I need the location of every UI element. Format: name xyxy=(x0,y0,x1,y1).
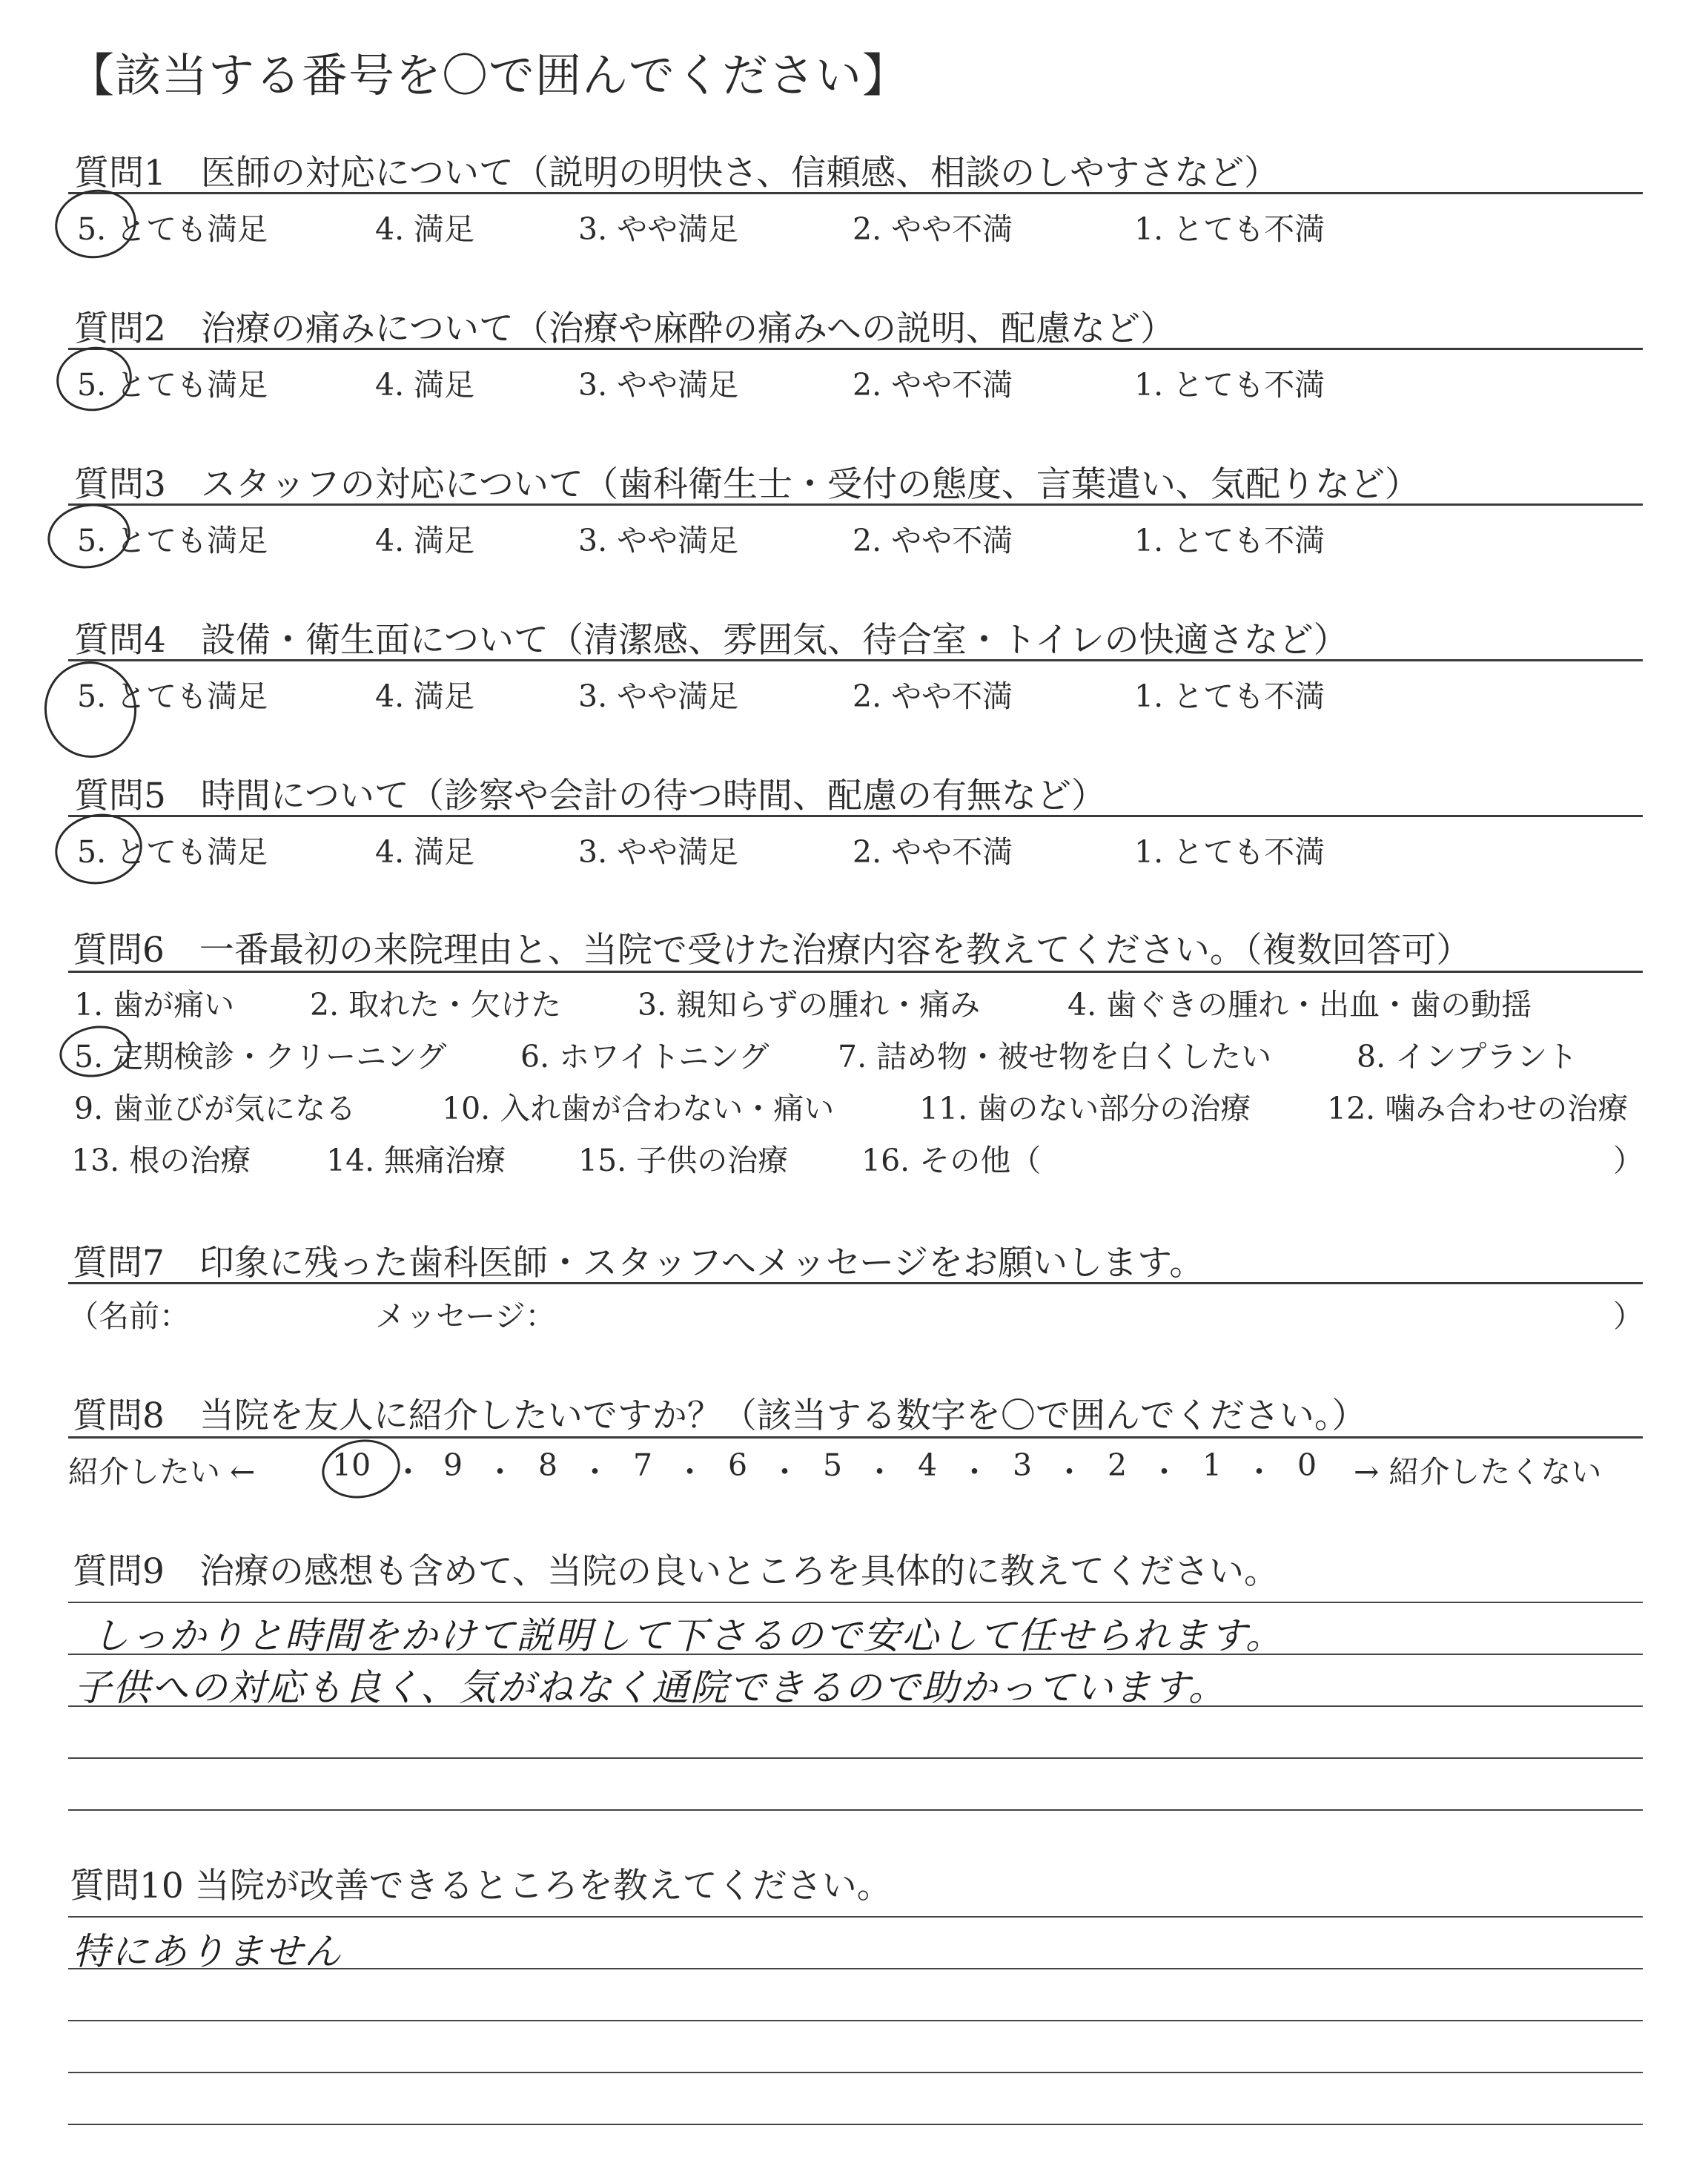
q8-dot: ・ xyxy=(675,1454,705,1490)
q8-score-8[interactable]: 8 xyxy=(538,1447,558,1483)
q6-title: 質問6 一番最初の来院理由と、当院で受けた治療内容を教えてください。（複数回答可） xyxy=(73,930,1472,971)
q10-answer-line-1: 特にありません xyxy=(73,1930,342,1973)
q8-score-5[interactable]: 5 xyxy=(823,1447,843,1483)
q4-title: 質問4 設備・衛生面について（清潔感、雰囲気、待合室・トイレの快適さなど） xyxy=(74,620,1348,661)
q4-option-1[interactable]: 1. とても不満 xyxy=(1134,678,1325,714)
q2-divider xyxy=(68,348,1643,350)
q2-option-3[interactable]: 3. やや満足 xyxy=(578,367,739,403)
q5-divider xyxy=(68,815,1643,817)
q4-option-4[interactable]: 4. 満足 xyxy=(375,678,475,714)
q8-dot: ・ xyxy=(769,1454,800,1490)
q5-option-3[interactable]: 3. やや満足 xyxy=(578,834,739,870)
q2-option-4[interactable]: 4. 満足 xyxy=(375,367,475,403)
q8-right-label: → 紹介したくない xyxy=(1354,1454,1602,1490)
q4-option-3[interactable]: 3. やや満足 xyxy=(578,678,739,714)
q2-selection-circle xyxy=(51,341,136,417)
q6-option-5[interactable]: 5. 定期検診・クリーニング xyxy=(74,1039,447,1074)
q4-divider xyxy=(68,659,1643,661)
q3-option-5[interactable]: 5. とても満足 xyxy=(77,523,268,558)
q6-option-4[interactable]: 4. 歯ぐきの腫れ・出血・歯の動揺 xyxy=(1068,987,1532,1023)
q8-dot: ・ xyxy=(485,1454,515,1490)
q8-score-1[interactable]: 1 xyxy=(1202,1447,1222,1483)
q1-option-4[interactable]: 4. 満足 xyxy=(375,211,475,247)
q2-title: 質問2 治療の痛みについて（治療や麻酔の痛みへの説明、配慮など） xyxy=(74,308,1176,349)
q10-line-4 xyxy=(68,2072,1643,2073)
q5-selection-circle xyxy=(50,807,148,891)
q8-dot: ・ xyxy=(1244,1454,1274,1490)
q7-close: ） xyxy=(1613,1298,1644,1334)
q8-dot: ・ xyxy=(393,1454,423,1490)
q3-divider xyxy=(68,503,1643,506)
q6-option-2[interactable]: 2. 取れた・欠けた xyxy=(310,987,562,1023)
q3-option-4[interactable]: 4. 満足 xyxy=(375,523,475,558)
q9-answer-line-1: しっかりと時間をかけて説明して下さるので安心して任せられます。 xyxy=(92,1614,1284,1657)
q10-line-5 xyxy=(68,2124,1643,2125)
q8-score-0[interactable]: 0 xyxy=(1297,1447,1317,1483)
q8-score-2[interactable]: 2 xyxy=(1108,1447,1128,1483)
q9-line-1 xyxy=(68,1602,1643,1603)
q3-title: 質問3 スタッフの対応について（歯科衛生士・受付の態度、言葉遣い、気配りなど） xyxy=(74,464,1420,505)
q8-title: 質問8 当院を友人に紹介したいですか？（該当する数字を〇で囲んでください。） xyxy=(73,1396,1367,1436)
q1-option-2[interactable]: 2. やや不満 xyxy=(853,211,1013,247)
q5-option-5[interactable]: 5. とても満足 xyxy=(77,834,268,870)
q8-score-6[interactable]: 6 xyxy=(728,1447,748,1483)
q8-dot: ・ xyxy=(864,1454,895,1490)
q2-option-1[interactable]: 1. とても不満 xyxy=(1134,367,1325,403)
q8-score-3[interactable]: 3 xyxy=(1013,1447,1033,1483)
q7-message-label: メッセージ： xyxy=(375,1298,556,1334)
q1-divider xyxy=(68,192,1643,194)
q5-option-2[interactable]: 2. やや不満 xyxy=(853,834,1013,870)
q6-option-16[interactable]: 16. その他（ xyxy=(861,1143,1042,1178)
q6-other-close: ） xyxy=(1613,1143,1644,1178)
q8-dot: ・ xyxy=(959,1454,990,1490)
q6-divider xyxy=(68,971,1643,973)
q1-title: 質問1 医師の対応について（説明の明快さ、信頼感、相談のしやすさなど） xyxy=(74,153,1280,194)
q4-option-5[interactable]: 5. とても満足 xyxy=(77,678,268,714)
q6-option-7[interactable]: 7. 詰め物・被せ物を白くしたい xyxy=(838,1039,1272,1074)
q6-option-8[interactable]: 8. インプラント xyxy=(1357,1039,1578,1074)
q1-selection-circle xyxy=(50,183,142,265)
q7-title: 質問7 印象に残った歯科医師・スタッフへメッセージをお願いします。 xyxy=(73,1243,1205,1284)
q10-title: 質問10 当院が改善できるところを教えてください。 xyxy=(70,1866,892,1906)
q6-option-10[interactable]: 10. 入れ歯が合わない・痛い xyxy=(442,1091,835,1126)
q2-option-2[interactable]: 2. やや不満 xyxy=(853,367,1013,403)
q8-dot: ・ xyxy=(1149,1454,1179,1490)
q4-selection-circle xyxy=(37,654,145,765)
q6-option-3[interactable]: 3. 親知らずの腫れ・痛み xyxy=(638,987,981,1023)
q3-option-2[interactable]: 2. やや不満 xyxy=(853,523,1013,558)
q6-option-11[interactable]: 11. 歯のない部分の治療 xyxy=(919,1091,1251,1126)
q5-option-4[interactable]: 4. 満足 xyxy=(375,834,475,870)
q1-option-1[interactable]: 1. とても不満 xyxy=(1134,211,1325,247)
q6-option-14[interactable]: 14. 無痛治療 xyxy=(326,1143,506,1178)
q3-selection-circle xyxy=(42,498,135,575)
q8-left-label: 紹介したい ← xyxy=(68,1454,256,1490)
q8-divider xyxy=(68,1436,1643,1439)
q6-option-15[interactable]: 15. 子供の治療 xyxy=(578,1143,789,1178)
q9-title: 質問9 治療の感想も含めて、当院の良いところを具体的に教えてください。 xyxy=(73,1551,1279,1592)
q9-line-5 xyxy=(68,1809,1643,1811)
q7-divider xyxy=(68,1282,1643,1284)
q6-option-9[interactable]: 9. 歯並びが気になる xyxy=(74,1091,357,1126)
q5-option-1[interactable]: 1. とても不満 xyxy=(1134,834,1325,870)
q10-line-1 xyxy=(68,1916,1643,1918)
q6-option-1[interactable]: 1. 歯が痛い xyxy=(74,987,235,1023)
q9-answer-line-2: 子供への対応も良く、気がねなく通院できるので助かっています。 xyxy=(74,1666,1227,1709)
q1-option-5[interactable]: 5. とても満足 xyxy=(77,211,268,247)
q6-option-13[interactable]: 13. 根の治療 xyxy=(71,1143,251,1178)
q8-selection-circle xyxy=(317,1433,405,1504)
q8-score-10[interactable]: 10 xyxy=(332,1447,371,1483)
q2-option-5[interactable]: 5. とても満足 xyxy=(77,367,268,403)
q7-name-label: （名前： xyxy=(68,1298,190,1334)
q6-option-12[interactable]: 12. 噛み合わせの治療 xyxy=(1327,1091,1629,1126)
q6-option-6[interactable]: 6. ホワイトニング xyxy=(520,1039,769,1074)
q8-score-4[interactable]: 4 xyxy=(918,1447,938,1483)
q8-dot: ・ xyxy=(580,1454,610,1490)
q9-line-4 xyxy=(68,1757,1643,1759)
q4-option-2[interactable]: 2. やや不満 xyxy=(853,678,1013,714)
q10-line-3 xyxy=(68,2020,1643,2021)
page-title: 【該当する番号を〇で囲んでください】 xyxy=(68,48,910,102)
q3-option-1[interactable]: 1. とても不満 xyxy=(1134,523,1325,558)
q3-option-3[interactable]: 3. やや満足 xyxy=(578,523,739,558)
q8-score-9[interactable]: 9 xyxy=(443,1447,463,1483)
q8-score-7[interactable]: 7 xyxy=(633,1447,653,1483)
q1-option-3[interactable]: 3. やや満足 xyxy=(578,211,739,247)
q8-dot: ・ xyxy=(1054,1454,1085,1490)
q5-title: 質問5 時間について（診察や会計の待つ時間、配慮の有無など） xyxy=(74,776,1106,816)
